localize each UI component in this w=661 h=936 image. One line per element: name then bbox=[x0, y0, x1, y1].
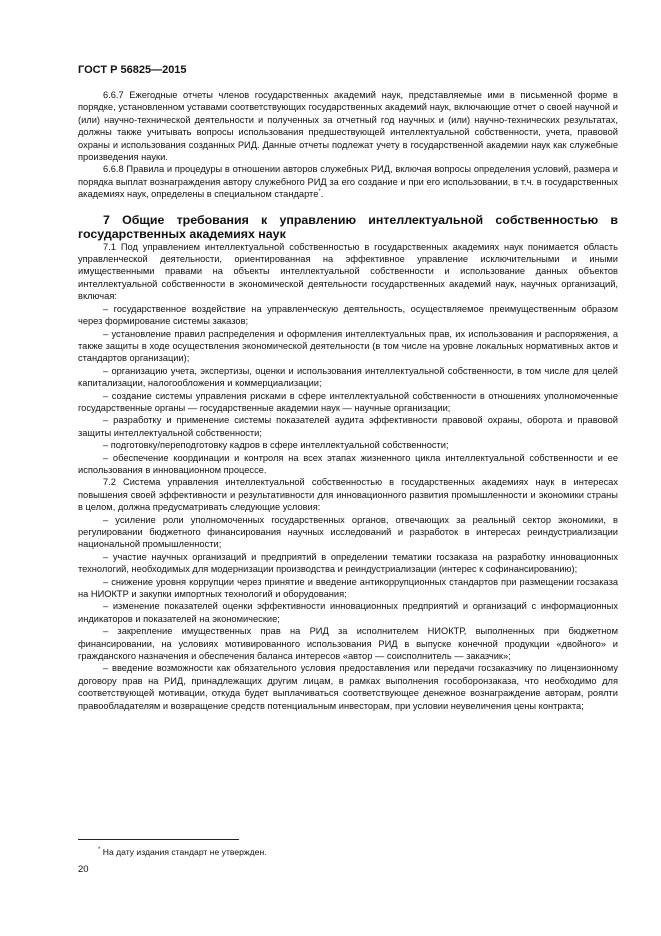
list-item: – введение возможности как обязательного условия предоставления или передачи госзаказчику по лицензионному договору прав на РИД, принадлежащих другим лицам, в рамках выполнения гособоронзаказа, что необходимо для соответствующей мотивации, откуда будет выплачиваться соответствующее денежное вознаграждение авторам, роялти правообладателям и возвращение средств потенциальным инвесторам, при условии неувеличения цены контракта; bbox=[78, 663, 618, 711]
footnote-reference: * bbox=[318, 189, 321, 196]
list-item: – усиление роли уполномоченных государственных органов, отвечающих за реальный сектор экономики, в регулировании бюджетного финансирования научных исследований и разработок в интересах реиндустриализации национальной промышленности; bbox=[78, 514, 618, 550]
footnote bbox=[98, 847, 267, 857]
list-item: – создание системы управления рисками в сфере интеллектуальной собственности в отношениях уполномоченные государственные органы — государственные академии наук — научные организации; bbox=[78, 390, 618, 413]
list-item: – разработку и применение системы показателей аудита эффективности правовой охраны, оборота и правовой защиты интеллектуальной собственности; bbox=[78, 415, 618, 438]
list-item: – участие научных организаций и предприятий в определении тематики госзаказа на разработку инновационных технологий, необходимых для модернизации производства и реиндустриализации (интерес к софинансированию); bbox=[78, 551, 618, 575]
paragraph-6-6-7: 6.6.7 Ежегодные отчеты членов государственных академий наук, представляемые ими в письменной форме в порядке, установленном уставами соответствующих государственных академий наук, включающие отчет о своей научной и (или) научно-технической деятельности и полученных за отчетный год научных и (или) научно-технических результатах, должны также учитывать вопросы использования предшествующей интеллектуальной собственности, учета, правовой охраны и использования созданных РИД. Данные отчеты подлежат учету в государственной академии наук как служебные произведения науки. bbox=[78, 90, 618, 163]
list-item: – государственное воздействие на управленческую деятельность, осуществляемое преимущественным образом через формирование системы заказов; bbox=[78, 303, 618, 327]
page-number: 20 bbox=[78, 864, 89, 875]
list-item: – снижение уровня коррупции через принятие и введение антикоррупционных стандартов при размещении госзаказа на НИОКТР и закупки импортных технологий и оборудования; bbox=[78, 576, 618, 600]
footnote-divider bbox=[78, 839, 239, 840]
list-item: – закрепление имущественных прав на РИД за исполнителем НИОКТР, выполненных при бюджетном финансировании, на условиях мотивированного использования РИД в выпуске конечной продукции «двойного» и гражданского назначения и обеспечения баланса интересов «автор — соисполнитель — заказчик»; bbox=[78, 626, 618, 662]
footnote-marker: * bbox=[98, 847, 101, 854]
paragraph-7-2: 7.2 Система управления интеллектуальной собственностью в государственных академиях наук в интересах повышения своей эффективности и результативности для инновационного развития промышленности и экономики страны в целом, должна предусматривать следующие условия: bbox=[78, 477, 618, 513]
list-item: – организацию учета, экспертизы, оценки и использования интеллектуальной собственности, в том числе для целей капитализации, налогообложения и коммерциализации; bbox=[78, 365, 618, 389]
document-header: ГОСТ Р 56825—2015 bbox=[78, 64, 187, 76]
list-item: – изменение показателей оценки эффективности инновационных предприятий и организаций с информационных индикаторов и показателей на экономические; bbox=[78, 601, 618, 624]
document-body bbox=[78, 89, 618, 712]
footnote-text: На дату издания стандарт не утвержден. bbox=[102, 847, 267, 857]
list-item: – обеспечение координации и контроля на всех этапах жизненного цикла интеллектуальной собственности и ее использования в инновационном процессе. bbox=[78, 452, 618, 475]
paragraph-6-6-8-text: 6.6.8 Правила и процедуры в отношении авторов служебных РИД, включая вопросы определения условий, размера и порядка выплат вознаграждения автору служебного РИД за его создание и при его использовании, в т.ч. в государственных академиях наук, определены в специальном стандарте bbox=[78, 164, 618, 200]
list-item: – подготовку/переподготовку кадров в сфере интеллектуальной собственности; bbox=[103, 440, 449, 451]
paragraph-6-6-8: 6.6.8 Правила и процедуры в отношении авторов служебных РИД, включая вопросы определения условий, размера и порядка выплат вознаграждения автору служебного РИД за его создание и при его использовании, в т.ч. в государственных академиях наук, определены в специальном стандарте*. bbox=[78, 164, 618, 200]
section-title: 7 Общие требования к управлению интеллектуальной собственностью в государственных академиях наук bbox=[78, 212, 618, 241]
list-item: – установление правил распределения и оформления интеллектуальных прав, их использования и распоряжения, а также защиты в ходе осуществления экономической деятельности (в том числе на уровне локальных нормативных актов и стандартов организации); bbox=[78, 328, 618, 364]
paragraph-7-1: 7.1 Под управлением интеллектуальной собственностью в государственных академиях наук понимается область управленческой деятельности, ориентированная на эффективное управление исключительными и иными имущественными правами на объекты интеллектуальной собственности и использование данных объектов интеллектуальной собственности в экономической деятельности государственных академий наук, научных организаций, включая: bbox=[78, 241, 618, 302]
